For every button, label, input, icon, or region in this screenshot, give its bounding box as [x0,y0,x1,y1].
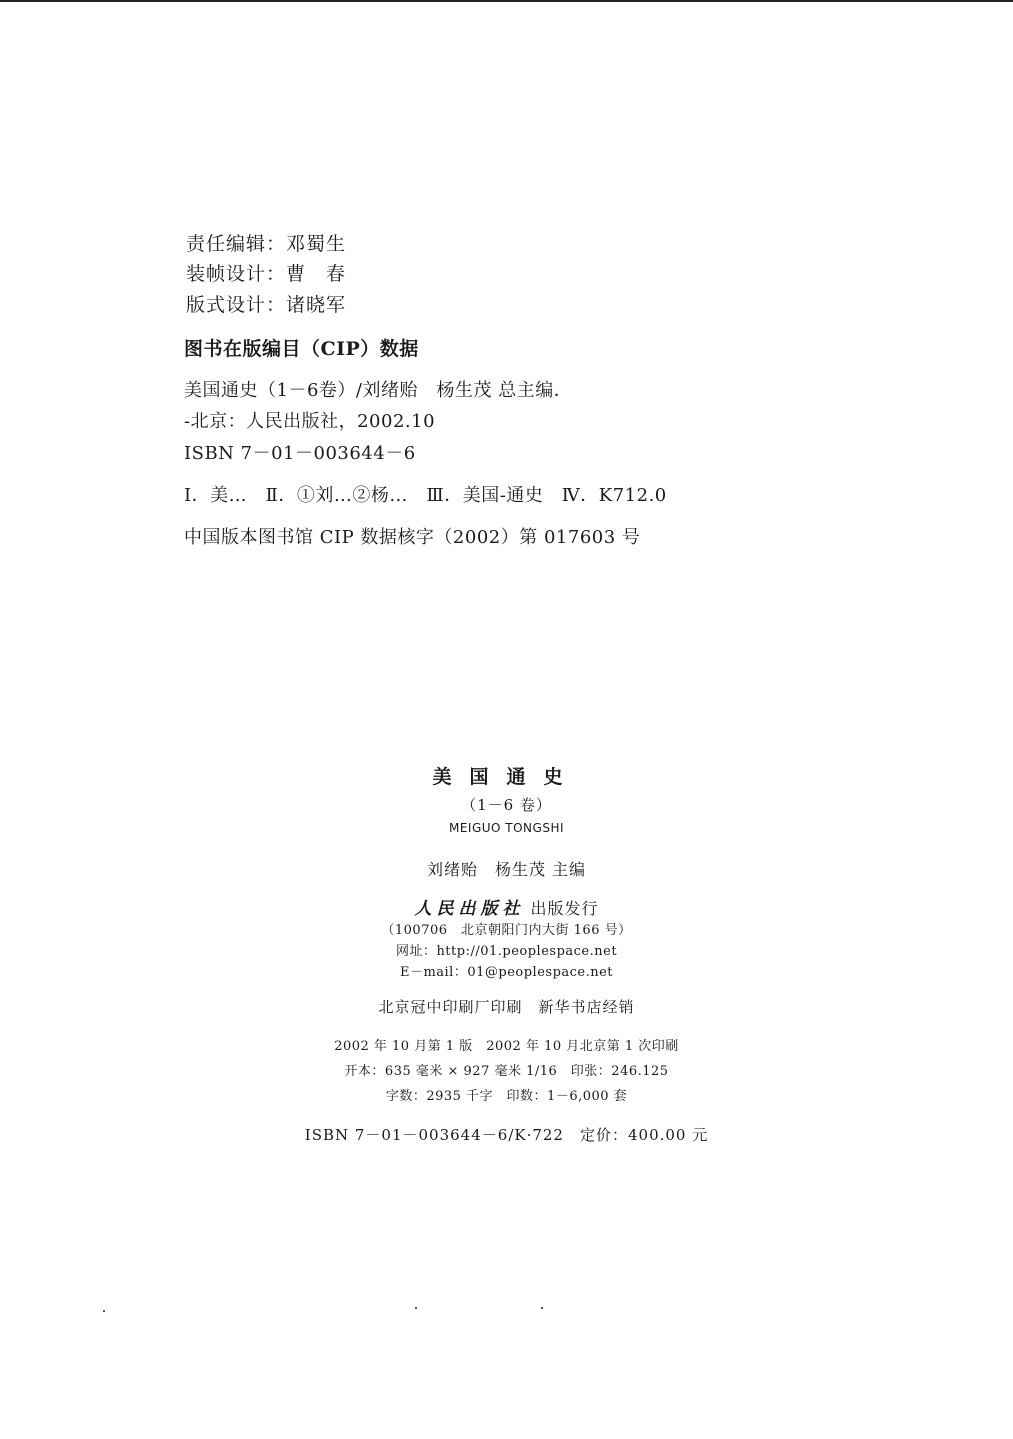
chief-editors: 刘绪贻 杨生茂 主编 [426,860,587,879]
responsible-editor: 责任编辑：邓蜀生 [186,233,347,255]
cip-line-title: 美国通史（1－6卷）/刘绪贻 杨生茂 总主编． [184,380,573,401]
publisher-suffix: 出版发行 [524,899,599,918]
cip-line-publisher: -北京：人民出版社，2002.10 [184,411,436,432]
publisher-logo: 人民出版社 [414,899,525,919]
top-border-rule [0,0,1013,2]
scan-speck [541,1307,543,1309]
cip-title: 图书在版编目（CIP）数据 [184,338,419,360]
printer-distributor: 北京冠中印刷厂印刷 新华书店经销 [378,998,635,1016]
book-title: 美国通史 [432,766,581,788]
cover-designer: 装帧设计：曹 春 [186,263,347,285]
publisher-address: （100706 北京朝阳门内大街 166 号） [381,923,632,938]
pinyin-title: MEIGUO TONGSHI [448,821,565,835]
cip-line-isbn: ISBN 7－01－003644－6 [184,443,416,464]
publisher-line [0,894,1013,919]
wordcount-info: 字数：2935 千字 印数：1－6,000 套 [385,1089,628,1104]
scan-speck [415,1307,417,1309]
cip-line-record: 中国版本图书馆 CIP 数据核字（2002）第 017603 号 [184,527,641,548]
layout-designer: 版式设计：诸晓军 [186,294,347,316]
format-info: 开本：635 毫米 × 927 毫米 1/16 印张：246.125 [344,1064,669,1079]
cip-line-classification: Ⅰ．美… Ⅱ．①刘…②杨… Ⅲ．美国-通史 Ⅳ．K712.0 [184,485,667,506]
edition-info: 2002 年 10 月第 1 版 2002 年 10 月北京第 1 次印刷 [334,1039,679,1054]
isbn-price: ISBN 7－01－003644－6/K·722 定价：400.00 元 [304,1126,709,1144]
scan-speck [103,1310,105,1312]
volume-range: （1－6 卷） [461,796,552,814]
publisher-email: E－mail：01@peoplespace.net [399,965,614,980]
publisher-website: 网址：http://01.peoplespace.net [395,944,618,959]
